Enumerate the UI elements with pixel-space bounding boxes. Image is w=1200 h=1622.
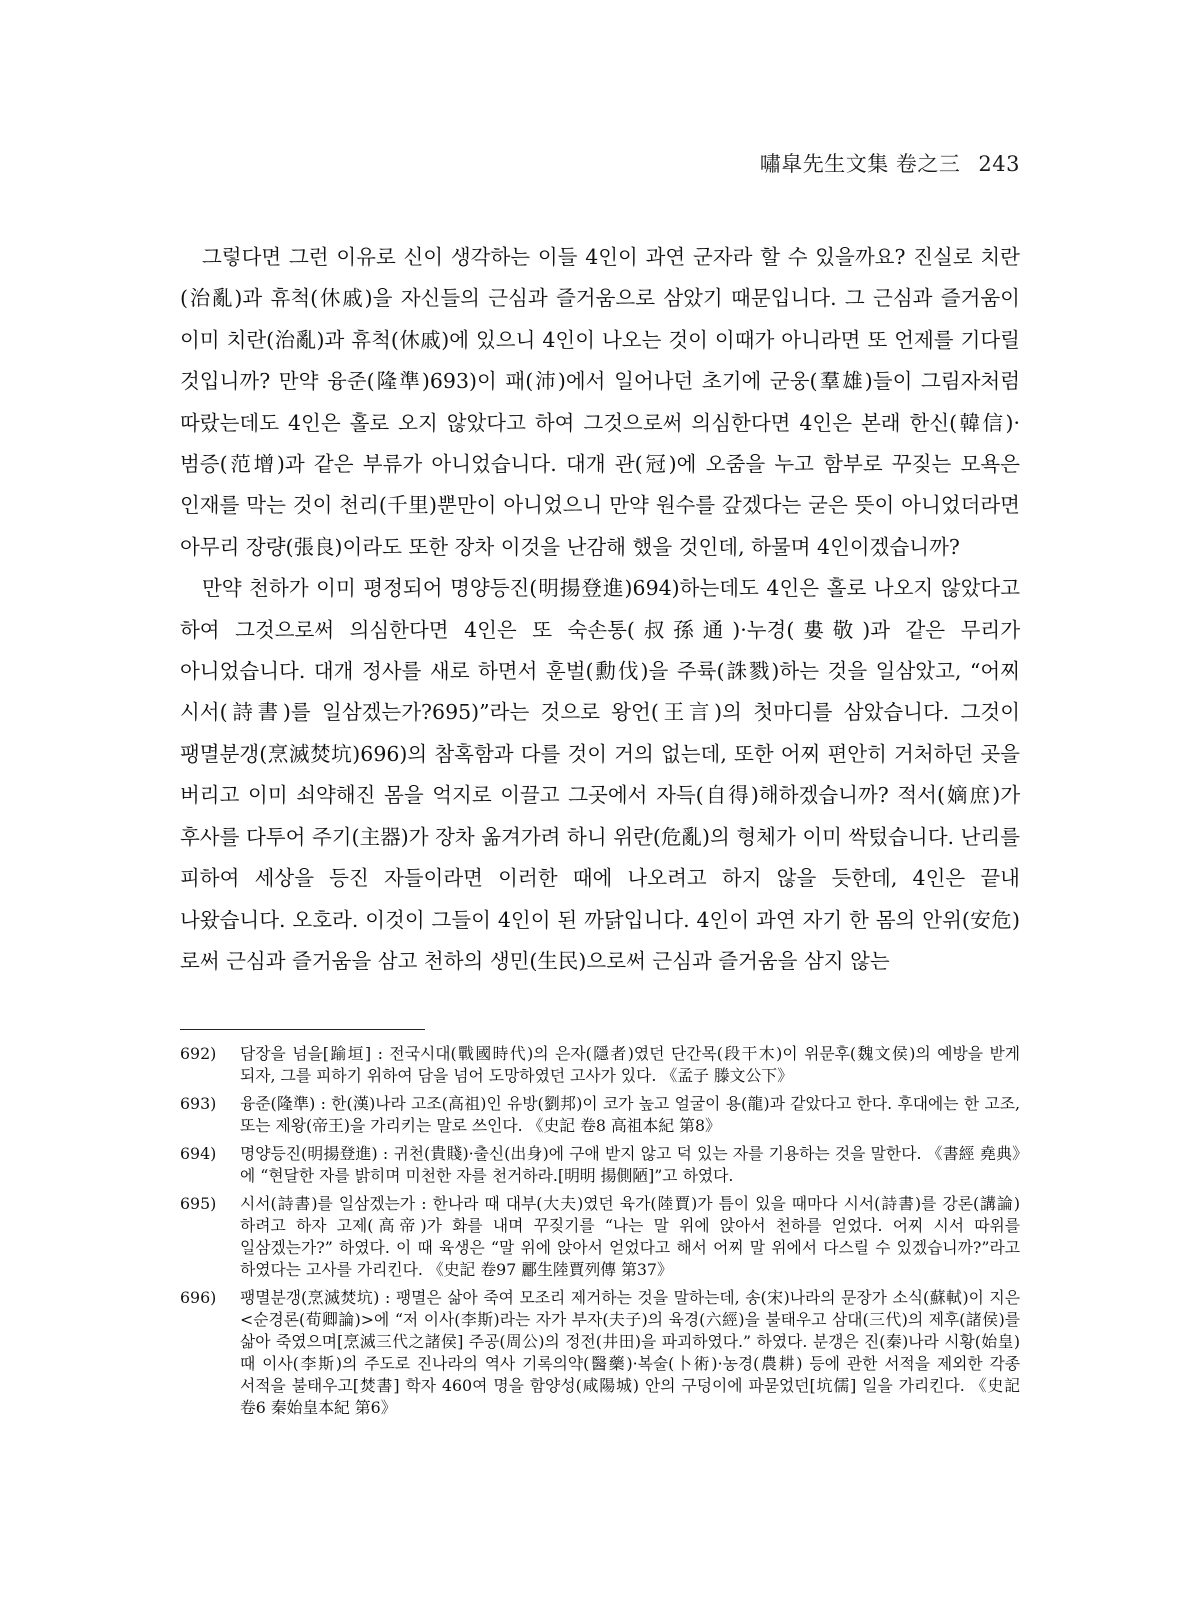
footnotes xyxy=(180,1043,1020,1425)
footnote-text: 담장을 넘을[踰垣] : 전국시대(戰國時代)의 은자(隱者)였던 단간목(段干木)이 위문후(魏文侯)의 예방을 받게 되자, 그를 피하기 위하여 담을 넘어 도망하였던 고사가 있다. 《孟子 滕文公下》 xyxy=(240,1044,1020,1085)
footnote xyxy=(180,1193,1020,1281)
page-number: 243 xyxy=(978,152,1020,176)
footnote-number: 694) xyxy=(180,1144,217,1163)
footnote-divider xyxy=(180,1029,425,1030)
footnote xyxy=(180,1287,1020,1419)
running-header xyxy=(180,148,1020,178)
paragraph: 그렇다면 그런 이유로 신이 생각하는 이들 4인이 과연 군자라 할 수 있을까요? 진실로 치란(治亂)과 휴척(休戚)을 자신들의 근심과 즐거움으로 삼았기 때문입니다. 그 근심과 즐거움이 이미 치란(治亂)과 휴척(休戚)에 있으니 4인이 나오는 것이 이때가 아니라면 또 언제를 기다릴 것입니까? 만약 융준(隆準)693)이 패(沛)에서 일어나던 초기에 군웅(羣雄)들이 그림자처럼 따랐는데도 4인은 홀로 오지 않았다고 하여 그것으로써 의심한다면 4인은 본래 한신(韓信)·범증(范增)과 같은 부류가 아니었습니다. 대개 관(冠)에 오줌을 누고 함부로 꾸짖는 모욕은 인재를 막는 것이 천리(千里)뿐만이 아니었으니 만약 원수를 갚겠다는 굳은 뜻이 아니었더라면 아무리 장량(張良)이라도 또한 장차 이것을 난감해 했을 것인데, 하물며 4인이겠습니까? xyxy=(180,245,1020,559)
footnote-text: 팽멸분갱(烹滅焚坑) : 팽멸은 삶아 죽여 모조리 제거하는 것을 말하는데, 송(宋)나라의 문장가 소식(蘇軾)이 지은 <순경론(荀卿論)>에 “저 이사(李斯)라는 자가 부자(夫子)의 육경(六經)을 불태우고 삼대(三代)의 제후(諸侯)를 삶아 죽였으며[烹滅三代之諸侯] 주공(周公)의 정전(井田)을 파괴하였다.” 하였다. 분갱은 진(秦)나라 시황(始皇) 때 이사(李斯)의 주도로 진나라의 역사 기록의약(醫藥)·복술(卜術)·농경(農耕) 등에 관한 서적을 제외한 각종 서적을 불태우고[焚書] 학자 460여 명을 함양성(咸陽城) 안의 구덩이에 파묻었던[坑儒] 일을 가리킨다. 《史記 卷6 秦始皇本紀 第6》 xyxy=(240,1288,1020,1417)
footnote-number: 693) xyxy=(180,1094,217,1113)
main-text xyxy=(180,237,1020,982)
footnote xyxy=(180,1043,1020,1087)
footnote xyxy=(180,1143,1020,1187)
book-title: 嘯皐先生文集 卷之三 xyxy=(759,152,961,176)
footnote-text: 융준(隆準) : 한(漢)나라 고조(高祖)인 유방(劉邦)이 코가 높고 얼굴이 용(龍)과 같았다고 한다. 후대에는 한 고조, 또는 제왕(帝王)을 가리키는 말로 쓰인다. 《史記 卷8 高祖本紀 第8》 xyxy=(240,1094,1020,1135)
paragraph: 만약 천하가 이미 평정되어 명양등진(明揚登進)694)하는데도 4인은 홀로 나오지 않았다고 하여 그것으로써 의심한다면 4인은 또 숙손통(叔孫通)·누경(婁敬)과 같은 무리가 아니었습니다. 대개 정사를 새로 하면서 훈벌(勳伐)을 주륙(誅戮)하는 것을 일삼았고, “어찌 시서(詩書)를 일삼겠는가?695)”라는 것으로 왕언(王言)의 첫마디를 삼았습니다. 그것이 팽멸분갱(烹滅焚坑)696)의 참혹함과 다를 것이 거의 없는데, 또한 어찌 편안히 거처하던 곳을 버리고 이미 쇠약해진 몸을 억지로 이끌고 그곳에서 자득(自得)해하겠습니까? 적서(嫡庶)가 후사를 다투어 주기(主器)가 장차 옮겨가려 하니 위란(危亂)의 형체가 이미 싹텄습니다. 난리를 피하여 세상을 등진 자들이라면 이러한 때에 나오려고 하지 않을 듯한데, 4인은 끝내 나왔습니다. 오호라. 이것이 그들이 4인이 된 까닭입니다. 4인이 과연 자기 한 몸의 안위(安危)로써 근심과 즐거움을 삼고 천하의 생민(生民)으로써 근심과 즐거움을 삼지 않는 xyxy=(180,576,1020,973)
footnote-text: 명양등진(明揚登進) : 귀천(貴賤)·출신(出身)에 구애 받지 않고 덕 있는 자를 기용하는 것을 말한다. 《書經 堯典》에 “현달한 자를 밝히며 미천한 자를 천거하라.[明明 揚側陋]”고 하였다. xyxy=(240,1144,1020,1185)
footnote xyxy=(180,1093,1020,1137)
footnote-text: 시서(詩書)를 일삼겠는가 : 한나라 때 대부(大夫)였던 육가(陸賈)가 틈이 있을 때마다 시서(詩書)를 강론(講論)하려고 하자 고제(高帝)가 화를 내며 꾸짖기를 “나는 말 위에 앉아서 천하를 얻었다. 어찌 시서 따위를 일삼겠는가?” 하였다. 이 때 육생은 “말 위에 앉아서 얻었다고 해서 어찌 말 위에서 다스릴 수 있겠습니까?”라고 하였다는 고사를 가리킨다. 《史記 卷97 酈生陸賈列傳 第37》 xyxy=(240,1194,1020,1279)
footnote-number: 696) xyxy=(180,1288,217,1307)
footnote-number: 692) xyxy=(180,1044,217,1063)
footnote-number: 695) xyxy=(180,1194,217,1213)
